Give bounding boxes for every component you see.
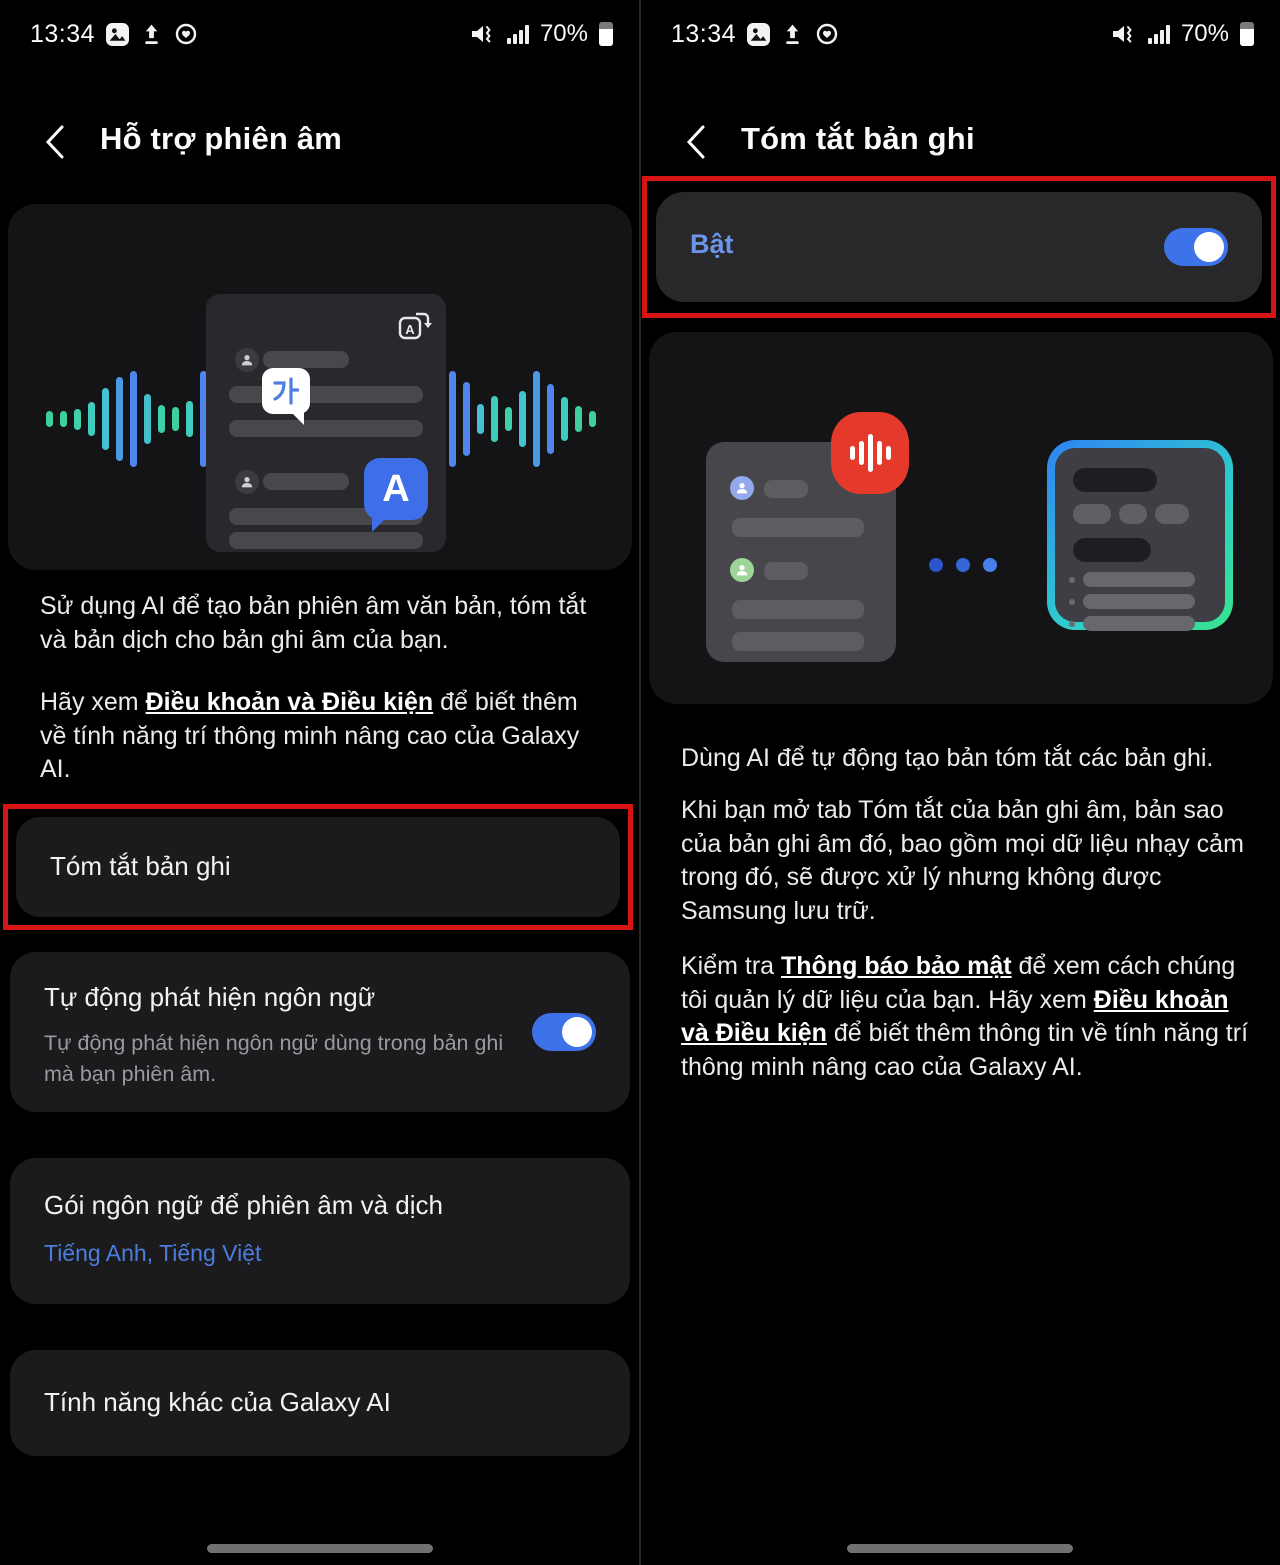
home-indicator[interactable] xyxy=(207,1544,433,1553)
p3-suffix: để biết thêm thông tin về tính năng trí thông minh nâng cao của Galaxy AI. xyxy=(681,1019,1249,1081)
upload-icon xyxy=(140,23,163,46)
heart-circle-icon xyxy=(174,22,198,46)
auto-detect-title: Tự động phát hiện ngôn ngữ xyxy=(44,982,376,1012)
intro-text: Sử dụng AI để tạo bản phiên âm văn bản, tóm tắt và bản dịch cho bản ghi âm của bạn. xyxy=(40,592,587,654)
page-title: Hỗ trợ phiên âm xyxy=(100,121,343,156)
summary-document-graphic xyxy=(1047,440,1233,630)
auto-detect-toggle[interactable] xyxy=(532,1013,596,1051)
screen-recording-summary xyxy=(641,0,1280,1565)
status-bar xyxy=(30,16,613,52)
speaker-avatar-icon xyxy=(235,348,259,372)
back-button[interactable] xyxy=(681,122,711,162)
signal-strength-icon xyxy=(507,24,529,44)
enabled-row[interactable] xyxy=(656,192,1262,302)
terms-prefix: Hãy xem xyxy=(40,688,146,716)
translate-icon xyxy=(396,308,432,344)
voice-recorder-app-icon xyxy=(831,412,909,494)
terms-suffix: để biết thêm về tính năng trí thông minh nâng cao của Galaxy AI. xyxy=(40,688,580,783)
signal-strength-icon xyxy=(1148,24,1170,44)
speaker-avatar-icon xyxy=(730,558,754,582)
keyword-chips-graphic xyxy=(1073,504,1189,524)
heart-circle-icon xyxy=(815,22,839,46)
language-packs-item[interactable] xyxy=(10,1158,630,1304)
battery-icon xyxy=(599,22,613,46)
speaker-avatar-icon xyxy=(235,470,259,494)
translated-speech-bubble: A xyxy=(364,458,428,520)
enabled-toggle[interactable] xyxy=(1164,228,1228,266)
language-packs-value: Tiếng Anh, Tiếng Việt xyxy=(44,1240,262,1266)
privacy-processing-text: Khi bạn mở tab Tóm tắt của bản ghi âm, bản sao của bản ghi âm đó, bao gồm mọi dữ liệu nhạy cảm trong đó, sẽ được xử lý nhưng không được Samsung lưu trữ. xyxy=(681,796,1244,925)
highlight-box-summary xyxy=(3,804,633,930)
screen-transcript-assist xyxy=(0,0,639,1565)
terms-text xyxy=(40,686,596,787)
battery-percent: 70% xyxy=(1180,20,1229,47)
other-galaxy-ai-label: Tính năng khác của Galaxy AI xyxy=(44,1387,391,1417)
battery-icon xyxy=(1240,22,1254,46)
home-indicator[interactable] xyxy=(847,1544,1073,1553)
recording-summary-item[interactable] xyxy=(16,817,620,917)
p3-mid: để xem cách chúng tôi quản lý dữ liệu của bạn. Hãy xem xyxy=(681,952,1236,1014)
privacy-links-text xyxy=(681,950,1249,1084)
gallery-icon xyxy=(106,23,129,46)
recording-summary-illustration xyxy=(649,332,1273,704)
waveform-right-icon xyxy=(449,354,596,484)
mute-vibrate-icon xyxy=(470,22,496,46)
korean-speech-bubble xyxy=(262,368,310,414)
back-button[interactable] xyxy=(40,122,70,162)
p3-prefix: Kiểm tra xyxy=(681,952,782,980)
page-title: Tóm tắt bản ghi xyxy=(741,121,975,156)
privacy-notice-link[interactable]: Thông báo bảo mật xyxy=(781,952,1012,980)
status-time: 13:34 xyxy=(30,19,96,48)
gallery-icon xyxy=(747,23,770,46)
auto-detect-language-item[interactable] xyxy=(10,952,630,1112)
mute-vibrate-icon xyxy=(1111,22,1137,46)
summary-intro-text: Dùng AI để tự động tạo bản tóm tắt các bản ghi. xyxy=(681,744,1214,772)
upload-icon xyxy=(781,23,804,46)
battery-percent: 70% xyxy=(539,20,588,47)
speaker-avatar-icon xyxy=(730,476,754,500)
auto-detect-subtitle: Tự động phát hiện ngôn ngữ dùng trong bản ghi mà bạn phiên âm. xyxy=(44,1031,504,1086)
recording-summary-label: Tóm tắt bản ghi xyxy=(50,851,231,881)
processing-dots-icon xyxy=(929,558,997,572)
svg-text:A: A xyxy=(405,322,415,337)
transcript-document-graphic xyxy=(206,294,446,552)
terms-conditions-link[interactable]: Điều khoản và Điều kiện xyxy=(681,985,1229,1047)
language-packs-title: Gói ngôn ngữ để phiên âm và dịch xyxy=(44,1190,444,1220)
transcript-assist-illustration xyxy=(8,204,632,570)
status-bar xyxy=(671,16,1254,52)
status-time: 13:34 xyxy=(671,19,737,48)
enabled-label: Bật xyxy=(690,229,734,259)
terms-conditions-link[interactable]: Điều khoản và Điều kiện xyxy=(145,688,434,716)
highlight-box-enabled xyxy=(642,176,1276,318)
other-galaxy-ai-item[interactable] xyxy=(10,1350,630,1456)
waveform-left-icon xyxy=(46,354,221,484)
